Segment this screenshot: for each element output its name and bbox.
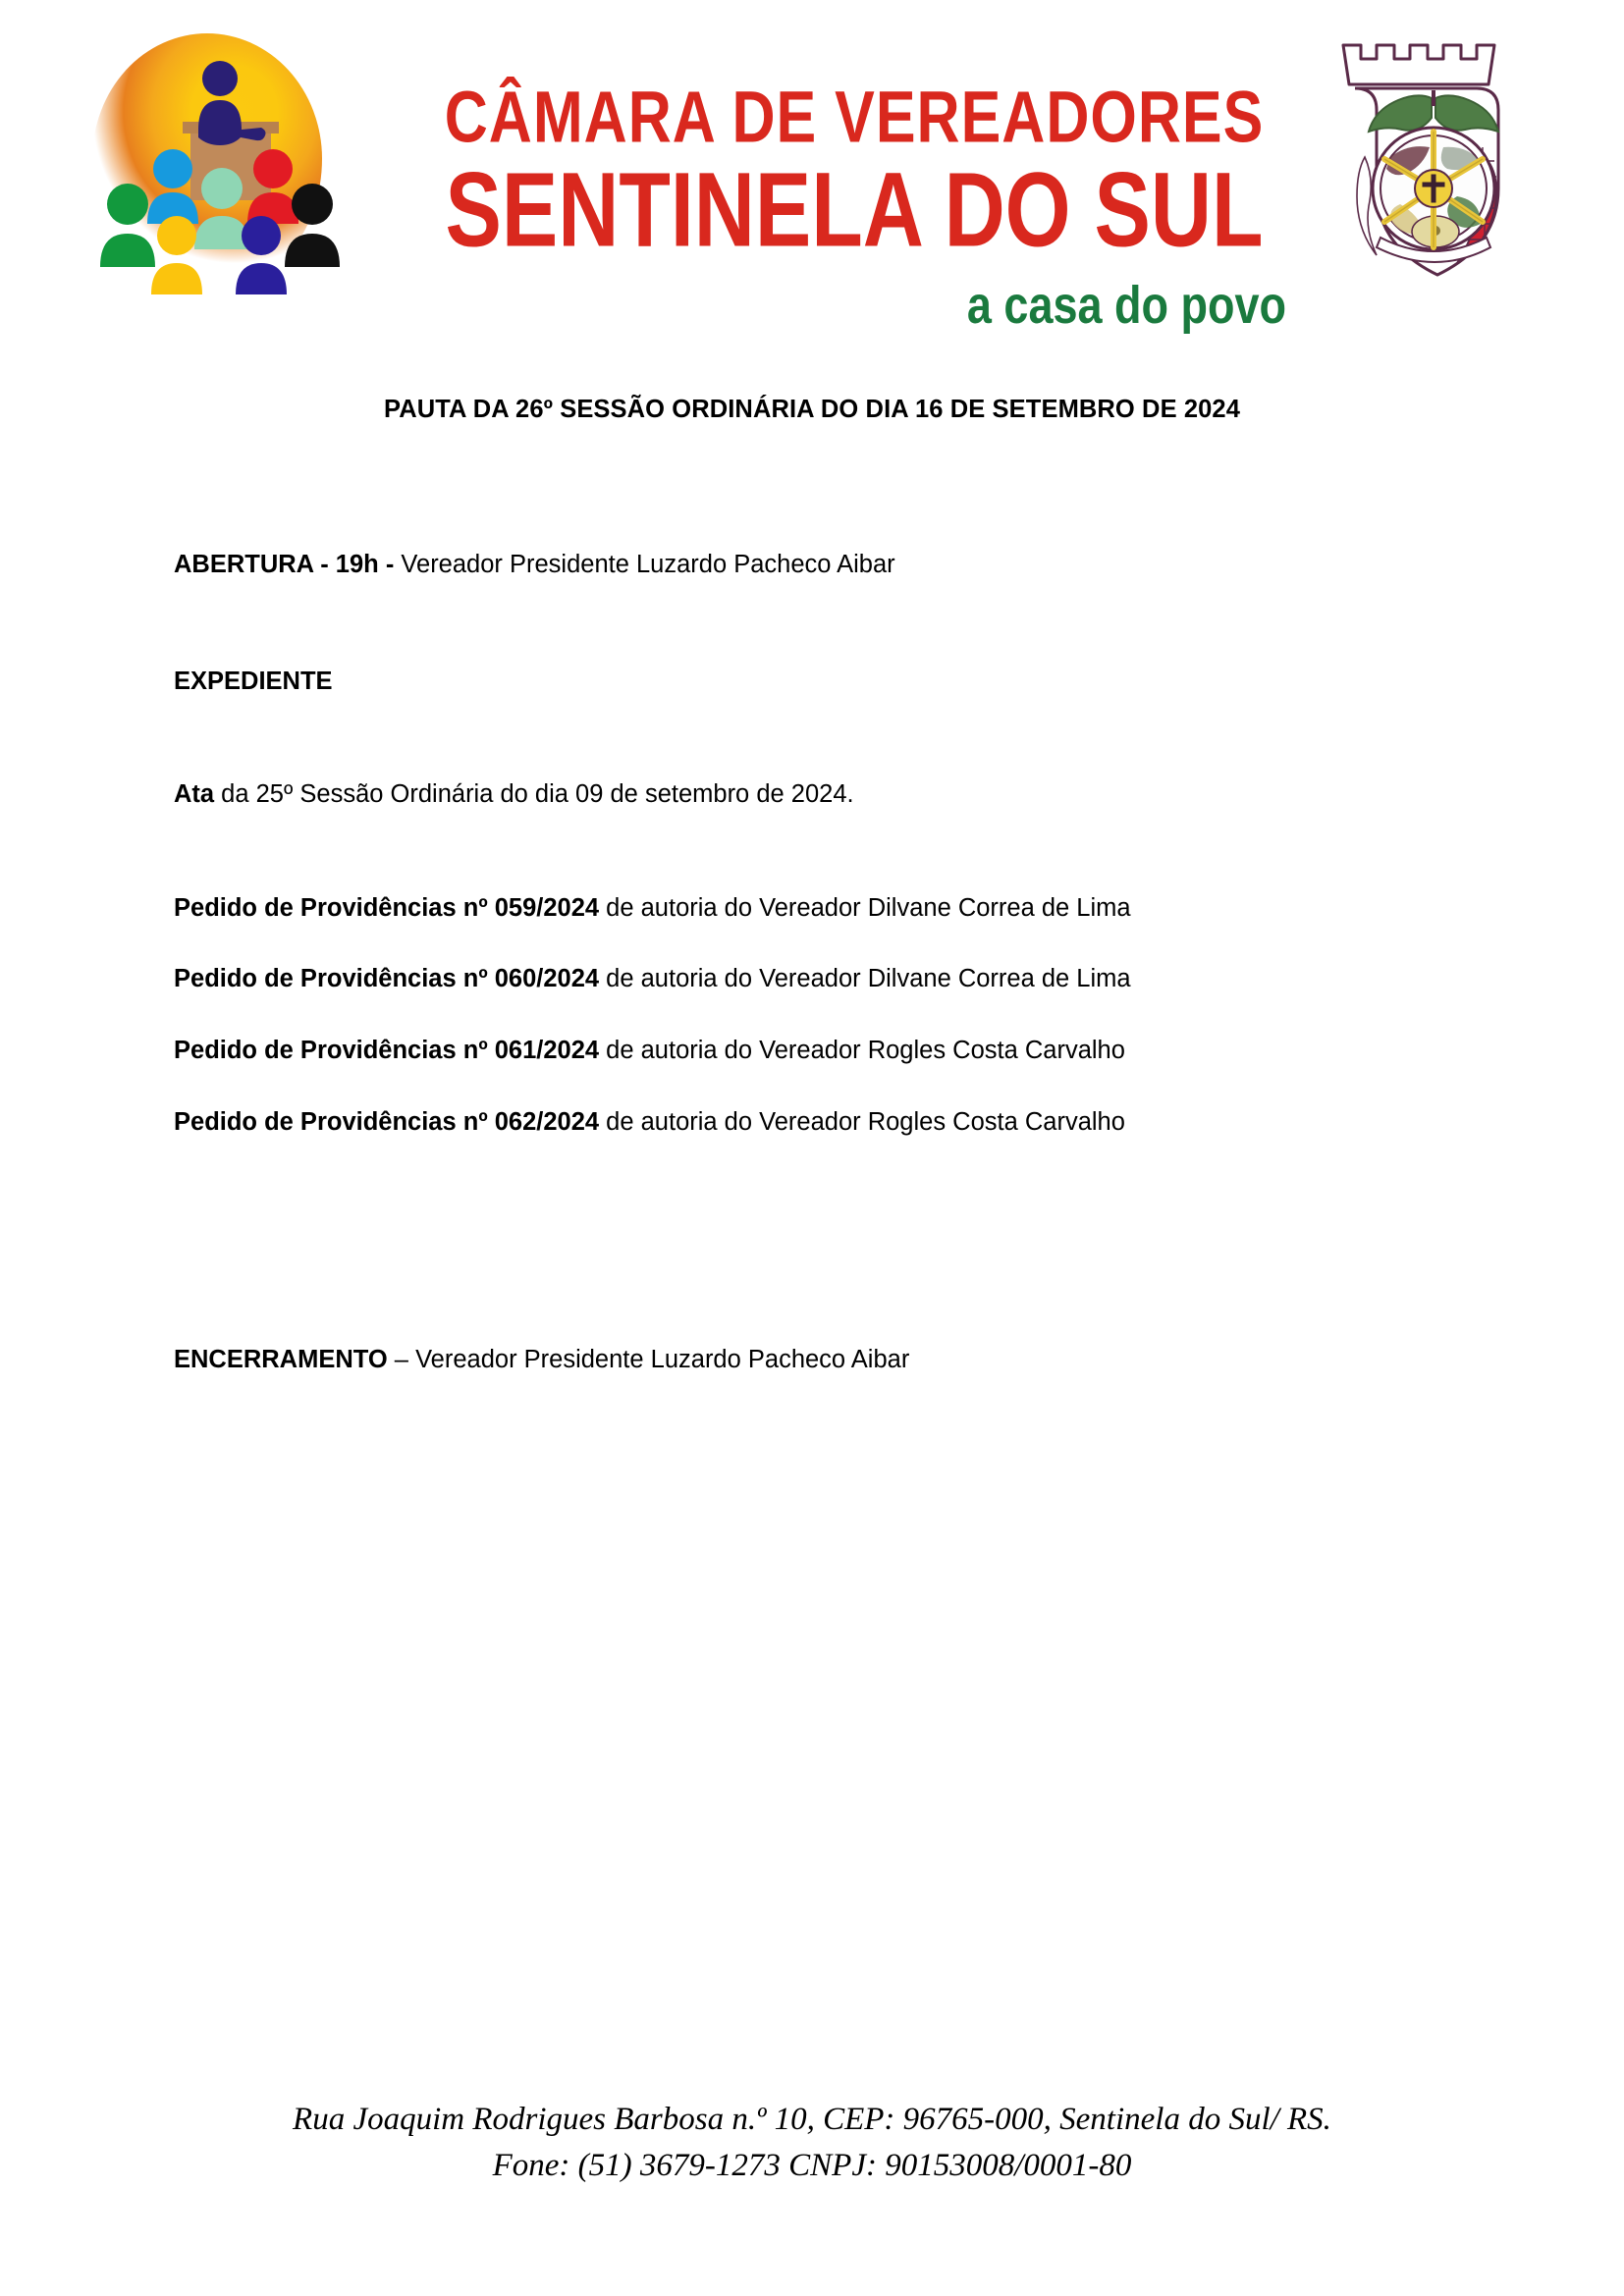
pedido-label: Pedido de Providências nº 061/2024 xyxy=(174,1037,600,1064)
encerramento-line xyxy=(174,1347,1470,1373)
pedido-text: de autoria do Vereador Rogles Costa Carvalho xyxy=(599,1108,1125,1136)
ata-text: da 25º Sessão Ordinária do dia 09 de setembro de 2024. xyxy=(214,780,854,808)
pedido-providencias-line xyxy=(174,895,1470,922)
ata-line xyxy=(174,781,1470,808)
abertura-line xyxy=(174,552,1470,578)
pedido-text: de autoria do Vereador Rogles Costa Carvalho xyxy=(599,1037,1125,1064)
pedido-label: Pedido de Providências nº 062/2024 xyxy=(174,1108,600,1136)
pedido-providencias-line xyxy=(174,1109,1470,1136)
wordmark-slogan: a casa do povo xyxy=(966,275,1286,336)
footer-contact: Fone: (51) 3679-1273 CNPJ: 90153008/0001-80 xyxy=(492,2147,1132,2183)
encerramento-text: – Vereador Presidente Luzardo Pacheco Aibar xyxy=(387,1346,910,1373)
footer-address: Rua Joaquim Rodrigues Barbosa n.º 10, CEP: 96765-000, Sentinela do Sul/ RS. xyxy=(293,2102,1331,2137)
ata-label: Ata xyxy=(174,780,215,808)
abertura-text: Vereador Presidente Luzardo Pacheco Aibar xyxy=(401,551,895,578)
pedido-text: de autoria do Vereador Dilvane Correa de Lima xyxy=(599,965,1131,992)
people-podium-icon xyxy=(65,31,350,296)
pedido-label: Pedido de Providências nº 060/2024 xyxy=(174,965,600,992)
abertura-label: ABERTURA - 19h - xyxy=(174,551,402,578)
encerramento-label: ENCERRAMENTO xyxy=(174,1346,388,1373)
pedido-text: de autoria do Vereador Dilvane Correa de Lima xyxy=(599,894,1131,922)
pedido-label: Pedido de Providências nº 059/2024 xyxy=(174,894,600,922)
wordmark-line-1: CÂMARA DE VEREADORES xyxy=(444,76,1265,158)
page-title: PAUTA DA 26º SESSÃO ORDINÁRIA DO DIA 16 DE SETEMBRO DE 2024 xyxy=(384,396,1240,423)
sentinela-do-sul-coat-of-arms-icon xyxy=(1326,29,1542,314)
document-footer xyxy=(0,2097,1624,2189)
pedido-providencias-line xyxy=(174,1038,1470,1064)
expediente-heading-label: EXPEDIENTE xyxy=(174,667,333,695)
document-header xyxy=(0,18,1624,336)
wordmark-line-2: SENTINELA DO SUL xyxy=(445,151,1264,270)
camara-wordmark xyxy=(422,47,1286,336)
expediente-heading xyxy=(174,668,1470,695)
pedido-providencias-line xyxy=(174,966,1470,992)
